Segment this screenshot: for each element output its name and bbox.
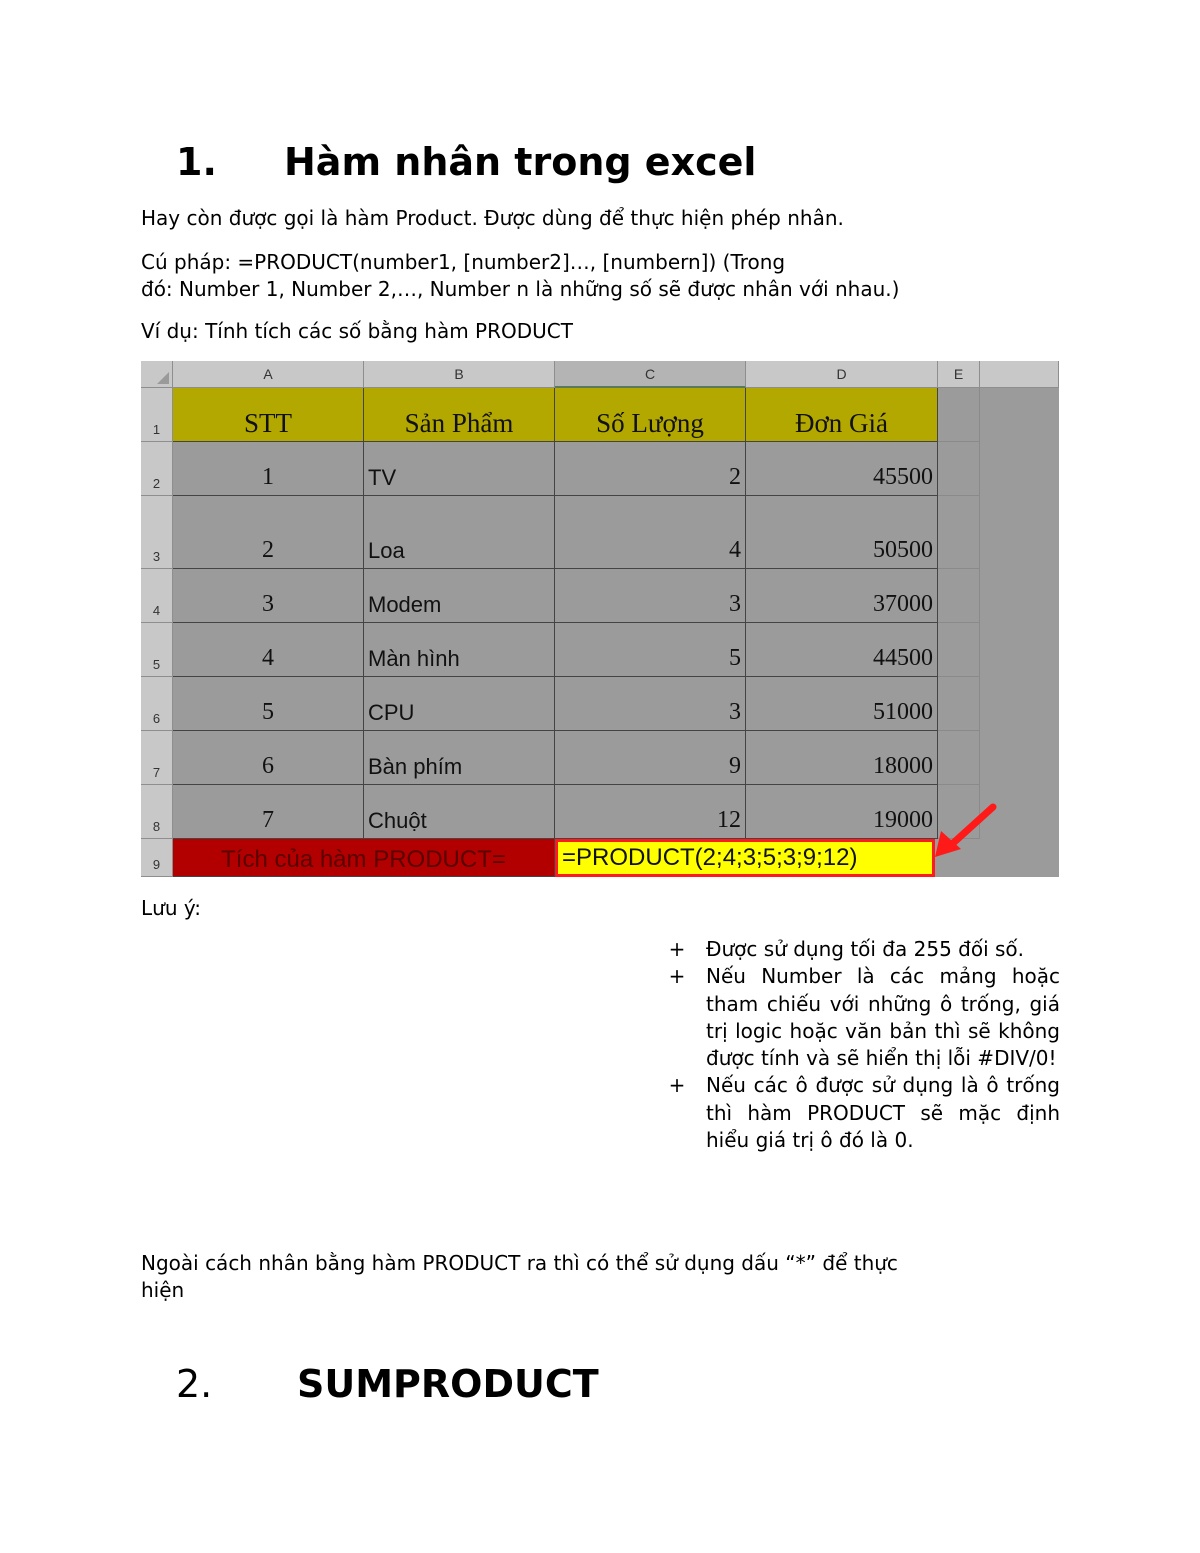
list-item xyxy=(668,936,1060,963)
cell-price: 19000 xyxy=(746,785,938,839)
bullet-marker: + xyxy=(668,964,686,989)
cell-quantity: 5 xyxy=(555,623,746,677)
cell-product: CPU xyxy=(364,677,555,731)
list-item-text: Nếu Number là các mảng hoặc tham chiếu với những ô trống, giá trị logic hoặc văn bản thì sẽ không được tính và sẽ hiển thị lỗi #DIV/0! xyxy=(706,964,1060,1071)
total-label-cell: Tích của hàm PRODUCT= xyxy=(173,839,555,877)
cell-price: 45500 xyxy=(746,442,938,496)
blank-cell xyxy=(938,496,980,569)
blank-cell xyxy=(938,569,980,623)
cell-product: Modem xyxy=(364,569,555,623)
section-1-number: 1. xyxy=(176,140,217,184)
column-header-a: A xyxy=(173,361,364,388)
blank-cell xyxy=(938,388,980,442)
header-cell-quantity: Số Lượng xyxy=(555,388,746,442)
cell-price: 44500 xyxy=(746,623,938,677)
list-item-text: Nếu các ô được sử dụng là ô trống thì hàm PRODUCT sẽ mặc định hiểu giá trị ô đó là 0. xyxy=(706,1073,1060,1153)
row-header: 1 xyxy=(141,388,173,442)
cell-quantity: 4 xyxy=(555,496,746,569)
cell-stt: 2 xyxy=(173,496,364,569)
cell-price: 37000 xyxy=(746,569,938,623)
notes-list xyxy=(668,936,1060,1154)
intro-paragraph: Hay còn được gọi là hàm Product. Được dùng để thực hiện phép nhân. xyxy=(141,206,844,230)
list-item xyxy=(668,1072,1060,1154)
example-label: Ví dụ: Tính tích các số bằng hàm PRODUCT xyxy=(141,319,573,343)
syntax-line-1: Cú pháp: =PRODUCT(number1, [number2]…, [numbern]) (Trong xyxy=(141,250,786,274)
cell-quantity: 2 xyxy=(555,442,746,496)
cell-quantity: 3 xyxy=(555,569,746,623)
section-2-title: SUMPRODUCT xyxy=(297,1362,599,1406)
cell-stt: 7 xyxy=(173,785,364,839)
column-header-c: C xyxy=(555,361,746,388)
column-header-blank xyxy=(980,361,1059,388)
row-header: 6 xyxy=(141,677,173,731)
row-header: 2 xyxy=(141,442,173,496)
list-item xyxy=(668,963,1060,1072)
cell-stt: 3 xyxy=(173,569,364,623)
cell-price: 51000 xyxy=(746,677,938,731)
section-2-number: 2. xyxy=(176,1362,213,1406)
blank-cell xyxy=(938,623,980,677)
bullet-marker: + xyxy=(668,1073,686,1098)
cell-product: Chuột xyxy=(364,785,555,839)
spreadsheet-screenshot xyxy=(141,361,1059,877)
blank-cell xyxy=(938,677,980,731)
blank-cell xyxy=(938,731,980,785)
cell-quantity: 3 xyxy=(555,677,746,731)
cell-stt: 6 xyxy=(173,731,364,785)
header-cell-price: Đơn Giá xyxy=(746,388,938,442)
cell-product: Màn hình xyxy=(364,623,555,677)
section-2-heading xyxy=(176,1362,599,1406)
closing-line-2: hiện xyxy=(141,1278,185,1302)
row-header: 3 xyxy=(141,496,173,569)
bullet-marker: + xyxy=(668,937,686,961)
column-header-e: E xyxy=(938,361,980,388)
column-header-d: D xyxy=(746,361,938,388)
cell-product: Loa xyxy=(364,496,555,569)
cell-product: Bàn phím xyxy=(364,731,555,785)
cell-product: TV xyxy=(364,442,555,496)
cell-price: 50500 xyxy=(746,496,938,569)
closing-line-1: Ngoài cách nhân bằng hàm PRODUCT ra thì có thể sử dụng dấu “*” để thực xyxy=(141,1251,898,1275)
list-item-text: Được sử dụng tối đa 255 đối số. xyxy=(706,937,1025,961)
cell-stt: 4 xyxy=(173,623,364,677)
row-header: 4 xyxy=(141,569,173,623)
row-header: 5 xyxy=(141,623,173,677)
cell-stt: 5 xyxy=(173,677,364,731)
row-header: 8 xyxy=(141,785,173,839)
cell-price: 18000 xyxy=(746,731,938,785)
cell-quantity: 12 xyxy=(555,785,746,839)
formula-cell: =PRODUCT(2;4;3;5;3;9;12) xyxy=(555,839,935,877)
row-header: 7 xyxy=(141,731,173,785)
cell-stt: 1 xyxy=(173,442,364,496)
header-cell-product: Sản Phẩm xyxy=(364,388,555,442)
section-1-title: Hàm nhân trong excel xyxy=(284,140,757,184)
header-cell-stt: STT xyxy=(173,388,364,442)
section-1-heading xyxy=(176,140,756,184)
select-all-corner xyxy=(141,361,173,388)
red-arrow-icon xyxy=(931,801,1001,861)
column-header-b: B xyxy=(364,361,555,388)
cell-quantity: 9 xyxy=(555,731,746,785)
notes-label: Lưu ý: xyxy=(141,896,201,920)
syntax-line-2: đó: Number 1, Number 2,…, Number n là những số sẽ được nhân với nhau.) xyxy=(141,277,900,301)
blank-cell xyxy=(938,442,980,496)
row-header: 9 xyxy=(141,839,173,877)
